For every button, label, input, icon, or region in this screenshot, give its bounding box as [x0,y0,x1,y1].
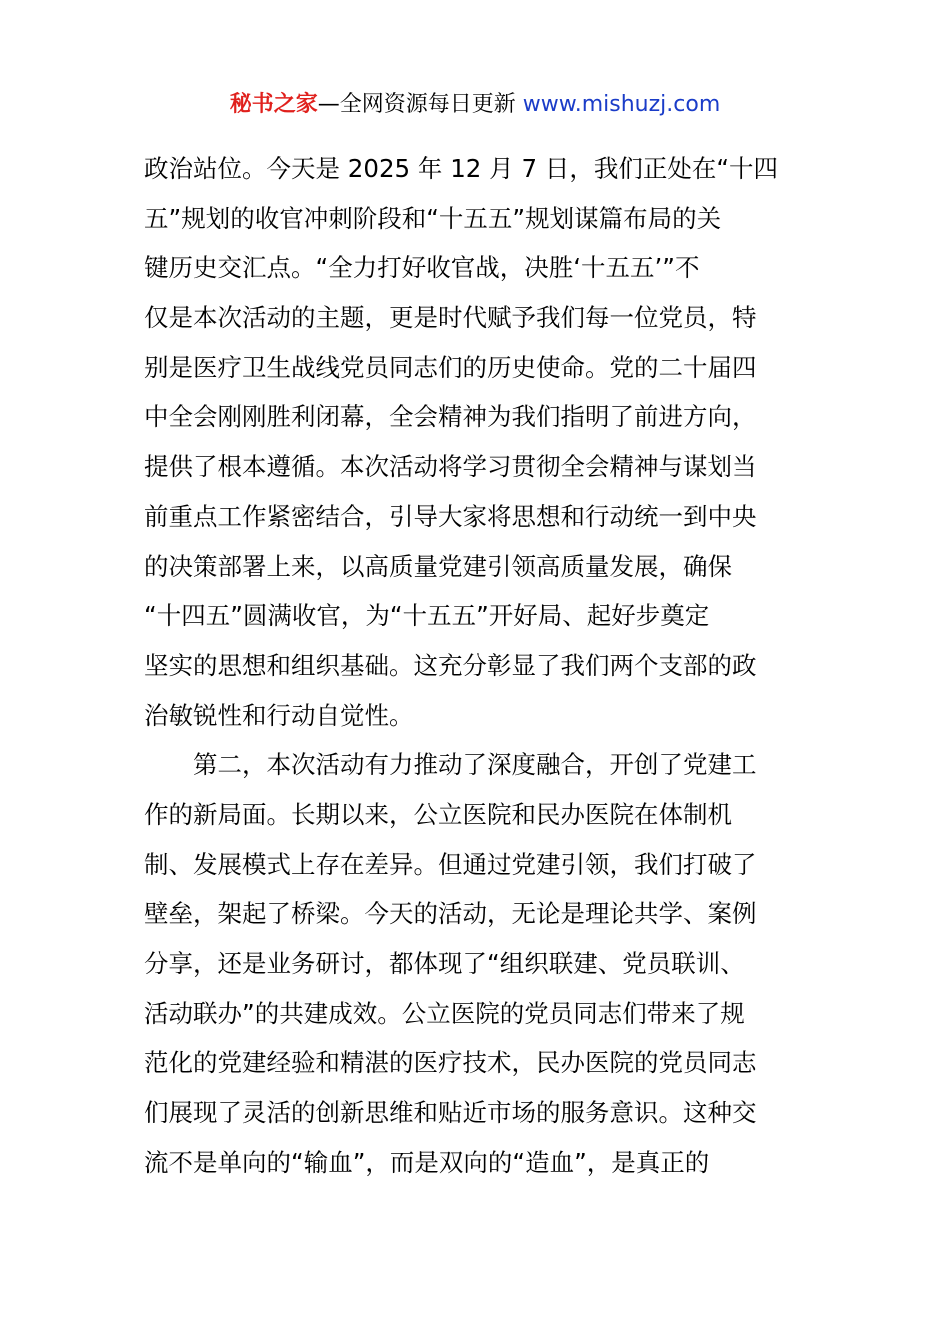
text-line: 提供了根本遵循。本次活动将学习贯彻全会精神与谋划当 [144,452,757,482]
document-body [144,144,808,1187]
text-line: 作的新局面。长期以来，公立医院和民办医院在体制机 [144,799,732,829]
text-line: 中全会刚刚胜利闭幕，全会精神为我们指明了前进方向， [144,402,757,432]
text-line: 五”规划的收官冲刺阶段和“十五五”规划谋篇布局的关 [144,203,722,233]
paragraph-start-line: 第二，本次活动有力推动了深度融合，开创了党建工 [193,750,757,780]
text-line: “十四五”圆满收官，为“十五五”开好局、起好步奠定 [144,601,710,631]
text-line: 范化的党建经验和精湛的医疗技术，民办医院的党员同志 [144,1048,757,1078]
text-line: 制、发展模式上存在差异。但通过党建引领，我们打破了 [144,849,757,879]
text-line: 流不是单向的“输血”，而是双向的“造血”，是真正的 [144,1147,710,1177]
text-line: 壁垒，架起了桥梁。今天的活动，无论是理论共学、案例 [144,899,757,929]
text-line: 的决策部署上来，以高质量党建引领高质量发展，确保 [144,551,732,581]
text-line: 别是医疗卫生战线党员同志们的历史使命。党的二十届四 [144,352,757,382]
site-tagline: —全网资源每日更新 [317,92,523,117]
text-line: 政治站位。今天是 2025 年 12 月 7 日，我们正处在“十四 [144,154,779,183]
text-line: 活动联办”的共建成效。公立医院的党员同志们带来了规 [144,998,745,1028]
text-line: 仅是本次活动的主题，更是时代赋予我们每一位党员，特 [144,303,757,333]
text-line: 前重点工作紧密结合，引导大家将思想和行动统一到中央 [144,501,757,531]
text-line: 键历史交汇点。“全力打好收官战，决胜‘十五五’”不 [144,253,700,283]
text-line: 坚实的思想和组织基础。这充分彰显了我们两个支部的政 [144,650,757,680]
site-url-link[interactable]: www.mishuzj.com [522,92,721,117]
text-line: 们展现了灵活的创新思维和贴近市场的服务意识。这种交 [144,1098,757,1128]
page-header [0,88,950,122]
site-brand: 秘书之家 [229,92,318,117]
text-line: 分享，还是业务研讨，都体现了“组织联建、党员联训、 [144,949,745,978]
text-line: 治敏锐性和行动自觉性。 [144,700,414,730]
